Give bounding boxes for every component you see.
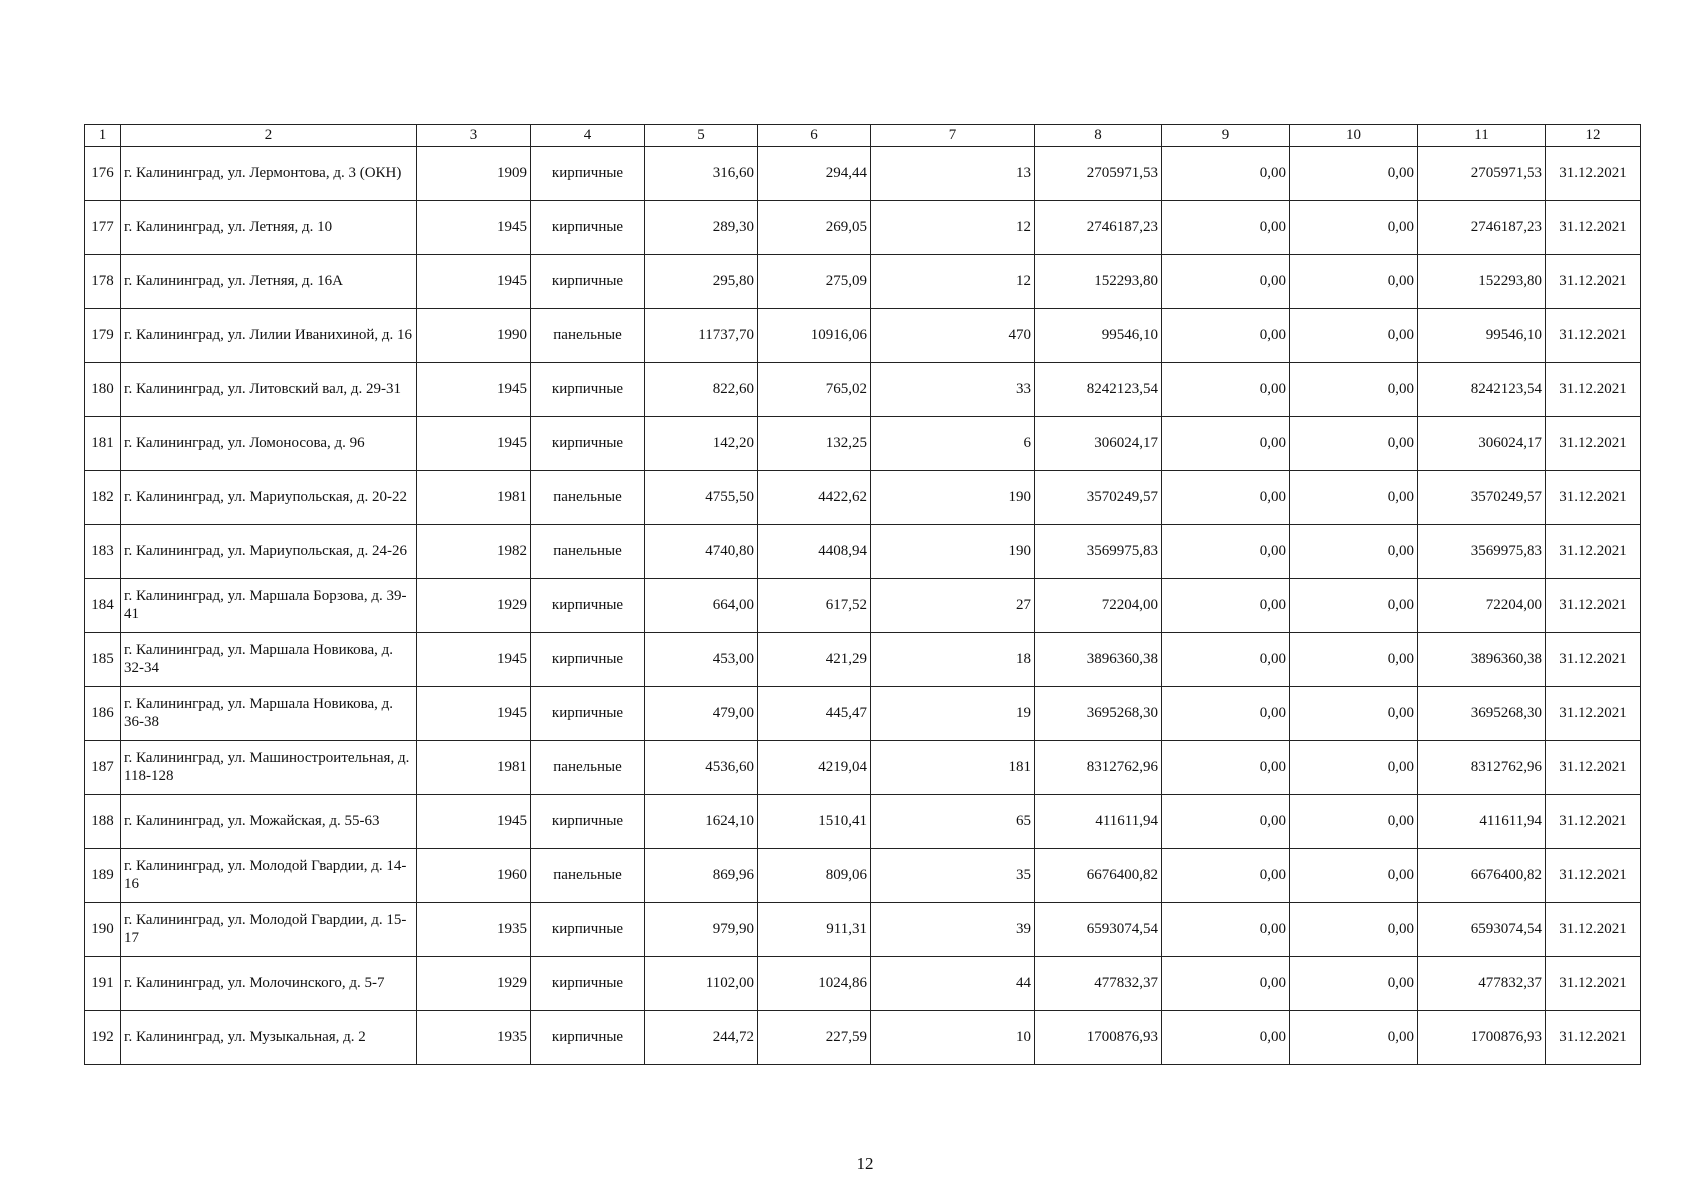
cell-total-area: 4755,50 — [645, 471, 758, 525]
table-row — [85, 147, 1641, 201]
cell-row-number: 181 — [85, 417, 121, 471]
cell-wall-material: кирпичные — [531, 579, 645, 633]
column-header: 11 — [1418, 125, 1546, 147]
cell-residents: 35 — [871, 849, 1035, 903]
column-header: 8 — [1035, 125, 1162, 147]
cell-cost-other: 0,00 — [1290, 849, 1418, 903]
table-row — [85, 255, 1641, 309]
table-row — [85, 633, 1641, 687]
cell-total-area: 11737,70 — [645, 309, 758, 363]
cell-cost-fund: 0,00 — [1162, 957, 1290, 1011]
cell-address: г. Калининград, ул. Маршала Борзова, д. 39-41 — [121, 579, 417, 633]
cell-cost-fund: 0,00 — [1162, 525, 1290, 579]
cell-cost-fund: 0,00 — [1162, 417, 1290, 471]
cell-deadline: 31.12.2021 — [1546, 309, 1641, 363]
cell-deadline: 31.12.2021 — [1546, 579, 1641, 633]
cell-living-area: 10916,06 — [758, 309, 871, 363]
cell-living-area: 4219,04 — [758, 741, 871, 795]
cell-residents: 190 — [871, 471, 1035, 525]
cell-wall-material: кирпичные — [531, 1011, 645, 1065]
page-number: 12 — [856, 1154, 874, 1173]
cell-total-area: 979,90 — [645, 903, 758, 957]
cell-residents: 470 — [871, 309, 1035, 363]
cell-cost-total: 2705971,53 — [1035, 147, 1162, 201]
cell-living-area: 4422,62 — [758, 471, 871, 525]
cell-deadline: 31.12.2021 — [1546, 147, 1641, 201]
cell-residents: 65 — [871, 795, 1035, 849]
cell-cost-fund: 0,00 — [1162, 633, 1290, 687]
cell-deadline: 31.12.2021 — [1546, 471, 1641, 525]
cell-cost-other: 0,00 — [1290, 957, 1418, 1011]
cell-cost-fund: 0,00 — [1162, 147, 1290, 201]
table-row — [85, 201, 1641, 255]
cell-build-year: 1935 — [417, 903, 531, 957]
cell-living-area: 809,06 — [758, 849, 871, 903]
cell-deadline: 31.12.2021 — [1546, 201, 1641, 255]
cell-total-area: 316,60 — [645, 147, 758, 201]
cell-cost-total: 1700876,93 — [1035, 1011, 1162, 1065]
cell-cost-sum: 306024,17 — [1418, 417, 1546, 471]
cell-cost-other: 0,00 — [1290, 687, 1418, 741]
cell-cost-fund: 0,00 — [1162, 309, 1290, 363]
cell-cost-sum: 1700876,93 — [1418, 1011, 1546, 1065]
cell-cost-sum: 72204,00 — [1418, 579, 1546, 633]
cell-address: г. Калининград, ул. Летняя, д. 16А — [121, 255, 417, 309]
cell-total-area: 1102,00 — [645, 957, 758, 1011]
cell-residents: 6 — [871, 417, 1035, 471]
cell-living-area: 445,47 — [758, 687, 871, 741]
column-header: 7 — [871, 125, 1035, 147]
cell-cost-sum: 8312762,96 — [1418, 741, 1546, 795]
table-row — [85, 579, 1641, 633]
cell-address: г. Калининград, ул. Мариупольская, д. 20-22 — [121, 471, 417, 525]
cell-row-number: 179 — [85, 309, 121, 363]
cell-deadline: 31.12.2021 — [1546, 417, 1641, 471]
cell-wall-material: кирпичные — [531, 147, 645, 201]
cell-cost-total: 477832,37 — [1035, 957, 1162, 1011]
cell-cost-fund: 0,00 — [1162, 849, 1290, 903]
cell-cost-fund: 0,00 — [1162, 687, 1290, 741]
cell-address: г. Калининград, ул. Маршала Новикова, д. 32-34 — [121, 633, 417, 687]
cell-cost-sum: 2705971,53 — [1418, 147, 1546, 201]
cell-cost-total: 3570249,57 — [1035, 471, 1162, 525]
cell-build-year: 1909 — [417, 147, 531, 201]
cell-cost-total: 99546,10 — [1035, 309, 1162, 363]
cell-residents: 13 — [871, 147, 1035, 201]
cell-cost-sum: 99546,10 — [1418, 309, 1546, 363]
cell-cost-sum: 3695268,30 — [1418, 687, 1546, 741]
cell-build-year: 1945 — [417, 633, 531, 687]
column-header: 2 — [121, 125, 417, 147]
table-body — [85, 147, 1641, 1065]
cell-living-area: 911,31 — [758, 903, 871, 957]
cell-wall-material: кирпичные — [531, 633, 645, 687]
cell-wall-material: панельные — [531, 471, 645, 525]
cell-cost-total: 8312762,96 — [1035, 741, 1162, 795]
cell-address: г. Калининград, ул. Молодой Гвардии, д. 15-17 — [121, 903, 417, 957]
table-row — [85, 687, 1641, 741]
cell-build-year: 1945 — [417, 255, 531, 309]
cell-wall-material: кирпичные — [531, 201, 645, 255]
cell-row-number: 189 — [85, 849, 121, 903]
column-header: 6 — [758, 125, 871, 147]
cell-cost-fund: 0,00 — [1162, 201, 1290, 255]
cell-total-area: 142,20 — [645, 417, 758, 471]
cell-row-number: 180 — [85, 363, 121, 417]
cell-cost-fund: 0,00 — [1162, 255, 1290, 309]
cell-row-number: 187 — [85, 741, 121, 795]
cell-build-year: 1982 — [417, 525, 531, 579]
table-row — [85, 903, 1641, 957]
cell-build-year: 1981 — [417, 471, 531, 525]
cell-cost-total: 306024,17 — [1035, 417, 1162, 471]
cell-address: г. Калининград, ул. Литовский вал, д. 29-31 — [121, 363, 417, 417]
cell-address: г. Калининград, ул. Машиностроительная, д. 118-128 — [121, 741, 417, 795]
cell-total-area: 4536,60 — [645, 741, 758, 795]
cell-deadline: 31.12.2021 — [1546, 903, 1641, 957]
cell-living-area: 269,05 — [758, 201, 871, 255]
cell-row-number: 188 — [85, 795, 121, 849]
cell-address: г. Калининград, ул. Маршала Новикова, д. 36-38 — [121, 687, 417, 741]
cell-total-area: 289,30 — [645, 201, 758, 255]
cell-address: г. Калининград, ул. Можайская, д. 55-63 — [121, 795, 417, 849]
table-row — [85, 363, 1641, 417]
cell-cost-fund: 0,00 — [1162, 579, 1290, 633]
cell-living-area: 294,44 — [758, 147, 871, 201]
cell-build-year: 1960 — [417, 849, 531, 903]
table-row — [85, 417, 1641, 471]
cell-living-area: 227,59 — [758, 1011, 871, 1065]
cell-total-area: 295,80 — [645, 255, 758, 309]
cell-build-year: 1945 — [417, 417, 531, 471]
column-header: 12 — [1546, 125, 1641, 147]
cell-cost-fund: 0,00 — [1162, 471, 1290, 525]
cell-cost-sum: 411611,94 — [1418, 795, 1546, 849]
cell-build-year: 1990 — [417, 309, 531, 363]
cell-cost-other: 0,00 — [1290, 309, 1418, 363]
cell-residents: 12 — [871, 255, 1035, 309]
cell-living-area: 1024,86 — [758, 957, 871, 1011]
cell-deadline: 31.12.2021 — [1546, 525, 1641, 579]
cell-cost-total: 6676400,82 — [1035, 849, 1162, 903]
cell-cost-other: 0,00 — [1290, 579, 1418, 633]
cell-row-number: 176 — [85, 147, 121, 201]
cell-deadline: 31.12.2021 — [1546, 255, 1641, 309]
cell-row-number: 183 — [85, 525, 121, 579]
column-header: 5 — [645, 125, 758, 147]
housing-table — [84, 124, 1641, 1065]
table-row — [85, 741, 1641, 795]
cell-deadline: 31.12.2021 — [1546, 849, 1641, 903]
cell-living-area: 1510,41 — [758, 795, 871, 849]
cell-row-number: 192 — [85, 1011, 121, 1065]
cell-residents: 181 — [871, 741, 1035, 795]
cell-address: г. Калининград, ул. Молодой Гвардии, д. 14-16 — [121, 849, 417, 903]
cell-cost-sum: 152293,80 — [1418, 255, 1546, 309]
cell-deadline: 31.12.2021 — [1546, 1011, 1641, 1065]
cell-cost-other: 0,00 — [1290, 147, 1418, 201]
cell-cost-total: 6593074,54 — [1035, 903, 1162, 957]
cell-deadline: 31.12.2021 — [1546, 633, 1641, 687]
cell-total-area: 479,00 — [645, 687, 758, 741]
cell-living-area: 132,25 — [758, 417, 871, 471]
cell-row-number: 177 — [85, 201, 121, 255]
cell-residents: 39 — [871, 903, 1035, 957]
cell-cost-other: 0,00 — [1290, 363, 1418, 417]
cell-cost-fund: 0,00 — [1162, 903, 1290, 957]
cell-cost-sum: 3569975,83 — [1418, 525, 1546, 579]
cell-cost-sum: 8242123,54 — [1418, 363, 1546, 417]
cell-total-area: 453,00 — [645, 633, 758, 687]
cell-cost-total: 2746187,23 — [1035, 201, 1162, 255]
cell-living-area: 421,29 — [758, 633, 871, 687]
cell-wall-material: панельные — [531, 309, 645, 363]
cell-deadline: 31.12.2021 — [1546, 795, 1641, 849]
cell-residents: 27 — [871, 579, 1035, 633]
cell-residents: 33 — [871, 363, 1035, 417]
cell-total-area: 4740,80 — [645, 525, 758, 579]
cell-wall-material: панельные — [531, 741, 645, 795]
cell-cost-fund: 0,00 — [1162, 741, 1290, 795]
cell-wall-material: кирпичные — [531, 687, 645, 741]
cell-row-number: 190 — [85, 903, 121, 957]
cell-build-year: 1945 — [417, 201, 531, 255]
cell-total-area: 822,60 — [645, 363, 758, 417]
cell-cost-other: 0,00 — [1290, 417, 1418, 471]
cell-wall-material: кирпичные — [531, 255, 645, 309]
table-row — [85, 471, 1641, 525]
cell-address: г. Калининград, ул. Летняя, д. 10 — [121, 201, 417, 255]
cell-build-year: 1945 — [417, 687, 531, 741]
cell-cost-total: 72204,00 — [1035, 579, 1162, 633]
cell-cost-other: 0,00 — [1290, 255, 1418, 309]
cell-residents: 18 — [871, 633, 1035, 687]
table-row — [85, 309, 1641, 363]
table-row — [85, 795, 1641, 849]
cell-living-area: 275,09 — [758, 255, 871, 309]
cell-cost-sum: 6593074,54 — [1418, 903, 1546, 957]
cell-residents: 44 — [871, 957, 1035, 1011]
cell-cost-other: 0,00 — [1290, 903, 1418, 957]
cell-wall-material: кирпичные — [531, 903, 645, 957]
cell-deadline: 31.12.2021 — [1546, 363, 1641, 417]
cell-row-number: 184 — [85, 579, 121, 633]
cell-total-area: 664,00 — [645, 579, 758, 633]
table-row — [85, 849, 1641, 903]
cell-build-year: 1945 — [417, 795, 531, 849]
cell-cost-other: 0,00 — [1290, 1011, 1418, 1065]
cell-living-area: 617,52 — [758, 579, 871, 633]
cell-wall-material: панельные — [531, 849, 645, 903]
cell-residents: 190 — [871, 525, 1035, 579]
cell-cost-total: 3695268,30 — [1035, 687, 1162, 741]
cell-cost-other: 0,00 — [1290, 633, 1418, 687]
cell-address: г. Калининград, ул. Лилии Иванихиной, д. 16 — [121, 309, 417, 363]
column-header: 9 — [1162, 125, 1290, 147]
cell-address: г. Калининград, ул. Мариупольская, д. 24-26 — [121, 525, 417, 579]
cell-row-number: 186 — [85, 687, 121, 741]
cell-cost-sum: 3570249,57 — [1418, 471, 1546, 525]
cell-cost-total: 411611,94 — [1035, 795, 1162, 849]
cell-deadline: 31.12.2021 — [1546, 687, 1641, 741]
cell-row-number: 178 — [85, 255, 121, 309]
cell-cost-other: 0,00 — [1290, 741, 1418, 795]
table-header — [85, 125, 1641, 147]
cell-cost-other: 0,00 — [1290, 525, 1418, 579]
cell-build-year: 1935 — [417, 1011, 531, 1065]
cell-address: г. Калининград, ул. Лермонтова, д. 3 (ОКН) — [121, 147, 417, 201]
cell-row-number: 185 — [85, 633, 121, 687]
column-header: 1 — [85, 125, 121, 147]
column-header: 3 — [417, 125, 531, 147]
cell-cost-fund: 0,00 — [1162, 363, 1290, 417]
cell-residents: 10 — [871, 1011, 1035, 1065]
cell-residents: 19 — [871, 687, 1035, 741]
cell-cost-total: 8242123,54 — [1035, 363, 1162, 417]
cell-residents: 12 — [871, 201, 1035, 255]
cell-cost-other: 0,00 — [1290, 471, 1418, 525]
table-row — [85, 1011, 1641, 1065]
cell-cost-sum: 2746187,23 — [1418, 201, 1546, 255]
column-header: 10 — [1290, 125, 1418, 147]
cell-deadline: 31.12.2021 — [1546, 741, 1641, 795]
cell-living-area: 765,02 — [758, 363, 871, 417]
cell-build-year: 1945 — [417, 363, 531, 417]
cell-wall-material: кирпичные — [531, 363, 645, 417]
cell-cost-sum: 477832,37 — [1418, 957, 1546, 1011]
cell-row-number: 191 — [85, 957, 121, 1011]
cell-cost-sum: 6676400,82 — [1418, 849, 1546, 903]
cell-build-year: 1929 — [417, 579, 531, 633]
table-row — [85, 525, 1641, 579]
cell-wall-material: кирпичные — [531, 417, 645, 471]
cell-cost-total: 3896360,38 — [1035, 633, 1162, 687]
cell-address: г. Калининград, ул. Музыкальная, д. 2 — [121, 1011, 417, 1065]
cell-wall-material: кирпичные — [531, 957, 645, 1011]
cell-address: г. Калининград, ул. Молочинского, д. 5-7 — [121, 957, 417, 1011]
cell-wall-material: панельные — [531, 525, 645, 579]
column-header: 4 — [531, 125, 645, 147]
cell-build-year: 1929 — [417, 957, 531, 1011]
cell-total-area: 1624,10 — [645, 795, 758, 849]
cell-cost-fund: 0,00 — [1162, 795, 1290, 849]
table-row — [85, 957, 1641, 1011]
cell-address: г. Калининград, ул. Ломоносова, д. 96 — [121, 417, 417, 471]
cell-total-area: 869,96 — [645, 849, 758, 903]
cell-living-area: 4408,94 — [758, 525, 871, 579]
cell-build-year: 1981 — [417, 741, 531, 795]
cell-cost-total: 3569975,83 — [1035, 525, 1162, 579]
cell-cost-sum: 3896360,38 — [1418, 633, 1546, 687]
cell-cost-other: 0,00 — [1290, 795, 1418, 849]
cell-cost-total: 152293,80 — [1035, 255, 1162, 309]
header-row — [85, 125, 1641, 147]
cell-cost-other: 0,00 — [1290, 201, 1418, 255]
cell-row-number: 182 — [85, 471, 121, 525]
cell-wall-material: кирпичные — [531, 795, 645, 849]
cell-total-area: 244,72 — [645, 1011, 758, 1065]
cell-cost-fund: 0,00 — [1162, 1011, 1290, 1065]
cell-deadline: 31.12.2021 — [1546, 957, 1641, 1011]
